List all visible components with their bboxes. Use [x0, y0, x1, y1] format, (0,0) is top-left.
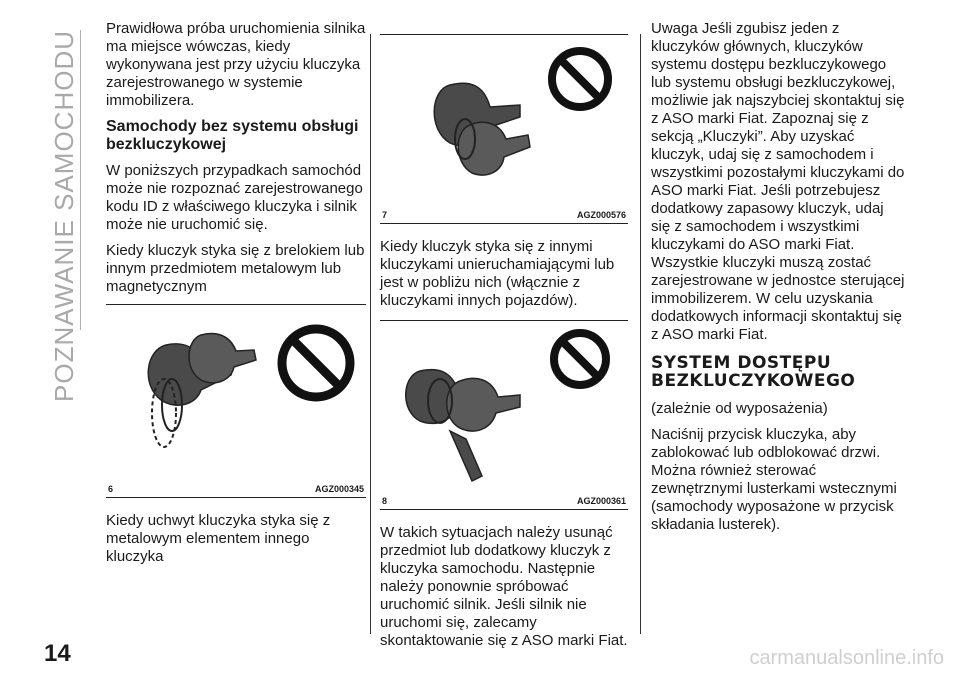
paragraph: Naciśnij przycisk kluczyka, aby zablokować lub odblokować drzwi. Można również sterować zewnętrznymi lusterkami wstecznymi (samochody wyposażone w przycisk składania lusterek). [651, 426, 897, 533]
column-divider [370, 34, 371, 634]
section-heading: SYSTEM DOSTĘPU BEZKLUCZYKOWEGO [651, 353, 856, 391]
side-divider [80, 30, 81, 330]
figure-7 [380, 34, 628, 224]
paragraph: Kiedy kluczyk styka się z innymi kluczykami unieruchamiającymi lub jest w pobliżu nich (włącznie z kluczykami innych pojazdów). [380, 238, 615, 309]
column-2 [380, 20, 628, 658]
key-with-keyring-illustration [106, 305, 366, 480]
paragraph: Kiedy uchwyt kluczyka styka się z metalowym elementem innego kluczyka [106, 512, 331, 565]
watermark: carmanualsonline.info [749, 647, 944, 669]
figure-code: AGZ000345 [314, 484, 364, 494]
figure-code: AGZ000576 [576, 210, 626, 220]
paragraph: Kiedy kluczyk styka się z brelokiem lub innym przedmiotem metalowym lub magnetycznym [106, 242, 365, 295]
column-1 [106, 20, 366, 574]
keys-touching-illustration [380, 35, 628, 205]
subheading: Samochody bez systemu obsługi bezkluczykowej [106, 118, 359, 153]
page-number: 14 [44, 640, 71, 667]
figure-6 [106, 304, 366, 498]
keys-on-ring-illustration [380, 321, 628, 491]
figure-number: 8 [382, 496, 388, 506]
paragraph: Prawidłowa próba uruchomienia silnika ma miejsce wówczas, kiedy wykonywana jest przy użyciu kluczyka zarejestrowanego w systemie immobilizera. [106, 20, 366, 109]
figure-8 [380, 320, 628, 510]
figure-number: 7 [382, 210, 388, 220]
paragraph: (zależnie od wyposażenia) [651, 400, 828, 417]
figure-number: 6 [108, 484, 114, 494]
section-side-title [48, 30, 79, 402]
paragraph: W takich sytuacjach należy usunąć przedmiot lub dodatkowy kluczyk z kluczyka samochodu. Następnie należy ponownie spróbować uruchomić silnik. Jeśli silnik nie uruchomi się, zalecamy skontaktowanie się z ASO marki Fiat. [380, 524, 628, 649]
figure-code: AGZ000361 [576, 496, 626, 506]
section-title-text: POZNAWANIE SAMOCHODU [48, 30, 79, 402]
column-3 [651, 20, 906, 542]
paragraph: Uwaga Jeśli zgubisz jeden z kluczyków głównych, kluczyków systemu dostępu bezkluczykowego lub systemu obsługi bezkluczykowej, możliwie jak najszybciej skontaktuj się z ASO marki Fiat. Zapoznaj się z sekcją „Kluczyki”. Aby uzyskać kluczyk, udaj się z samochodem i wszystkimi pozostałymi kluczykami do ASO marki Fiat. Jeśli potrzebujesz dodatkowy zapasowy kluczyk, udaj się z samochodem i wszystkimi kluczykami do ASO marki Fiat. Wszystkie kluczyki muszą zostać zarejestrowane w jednostce sterującej immobilizerem. W celu uzyskania dodatkowych informacji skontaktuj się z ASO marki Fiat. [651, 20, 905, 343]
paragraph: W poniższych przypadkach samochód może nie rozpoznać zarejestrowanego kodu ID z właściwego kluczyka i silnik może nie uruchomić się. [106, 162, 363, 233]
column-divider [640, 34, 641, 634]
